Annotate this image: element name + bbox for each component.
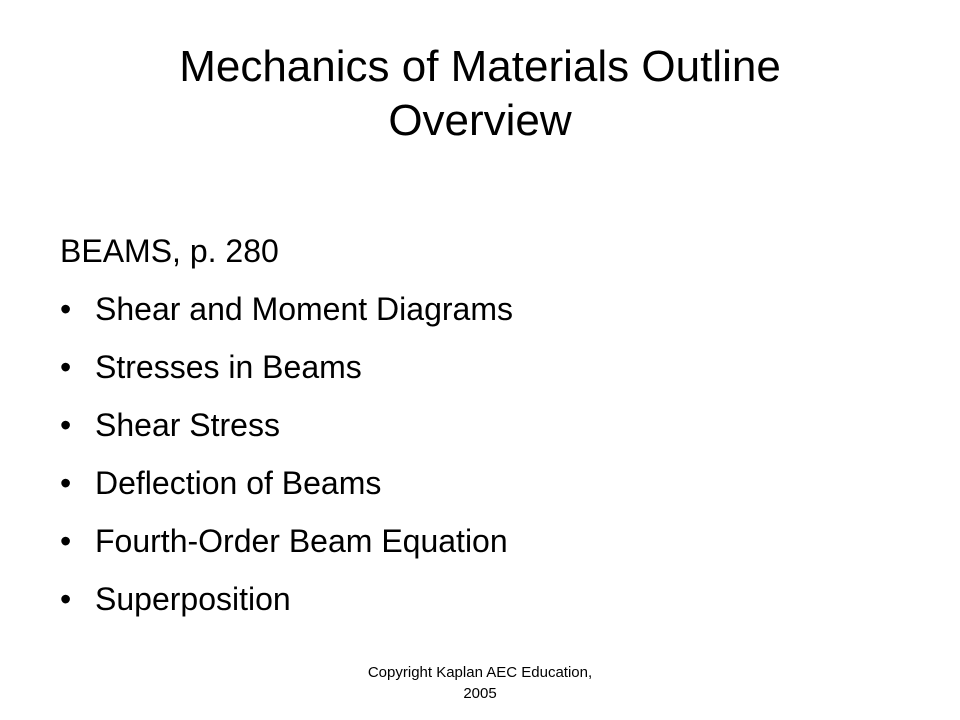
slide-title	[96, 40, 864, 148]
bullet-icon: •	[60, 291, 72, 327]
slide-title-line-1: Mechanics of Materials Outline	[179, 42, 781, 91]
bullet-text: Superposition	[95, 581, 291, 617]
footer-line-2: 2005	[463, 685, 497, 702]
bullet-icon: •	[60, 349, 72, 385]
bullet-item	[60, 570, 900, 628]
bullet-text: Shear Stress	[95, 407, 280, 443]
slide-title-line-2: Overview	[388, 96, 572, 145]
copyright-footer	[300, 662, 660, 704]
bullet-text: Fourth-Order Beam Equation	[95, 523, 508, 559]
bullet-item	[60, 512, 900, 570]
bullet-icon: •	[60, 465, 72, 501]
bullet-icon: •	[60, 407, 72, 443]
bullet-item	[60, 280, 900, 338]
bullet-text: Shear and Moment Diagrams	[95, 291, 513, 327]
bullet-icon: •	[60, 581, 72, 617]
bullet-item	[60, 454, 900, 512]
slide-body	[60, 222, 900, 628]
bullet-item	[60, 338, 900, 396]
bullet-text: Stresses in Beams	[95, 349, 362, 385]
bullet-text: Deflection of Beams	[95, 465, 382, 501]
bullet-icon: •	[60, 523, 72, 559]
footer-line-1: Copyright Kaplan AEC Education,	[367, 664, 593, 681]
bullet-item	[60, 396, 900, 454]
bullet-list	[60, 280, 900, 628]
section-heading: BEAMS, p. 280	[60, 233, 279, 269]
